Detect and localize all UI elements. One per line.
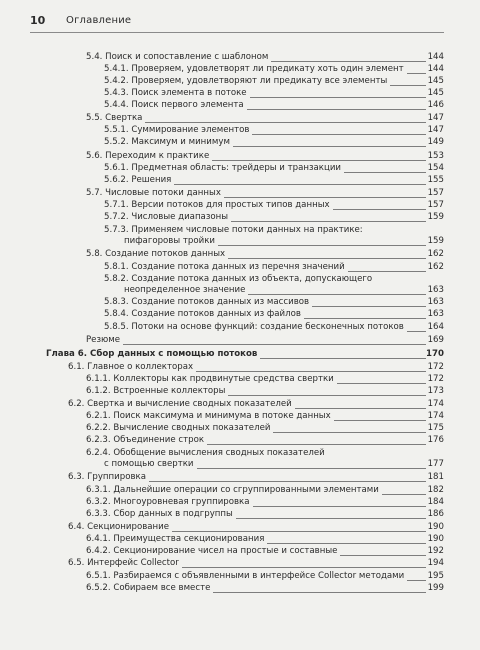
toc-entry: [86, 497, 444, 508]
leader-line: [196, 371, 426, 372]
toc-page-number: 173: [427, 386, 444, 396]
leader-line: [337, 383, 426, 384]
leader-line: [333, 209, 426, 210]
leader-line: [382, 494, 426, 495]
toc-page-number: 162: [427, 262, 444, 272]
toc-entry-label: 6.5.1. Разбираемся с объявленными в интерфейсе Collector методами: [86, 571, 405, 581]
toc-page-number: 146: [427, 100, 444, 110]
leader-line: [304, 318, 426, 319]
leader-line: [247, 109, 426, 110]
toc-entry: [104, 163, 444, 174]
toc-entry: [104, 200, 444, 211]
leader-line: [236, 518, 426, 519]
toc-entry: [104, 225, 444, 247]
leader-line: [174, 184, 426, 185]
toc-entry: [86, 435, 444, 446]
toc-entry: [104, 76, 444, 87]
toc-page-number: 192: [427, 546, 444, 556]
toc-entry: [104, 175, 444, 186]
leader-line: [224, 197, 426, 198]
toc-page-number: 145: [427, 76, 444, 86]
toc-entry: [86, 411, 444, 422]
toc-entry-label: 5.7.1. Версии потоков для простых типов данных: [104, 200, 330, 210]
toc-page-number: 182: [427, 485, 444, 495]
toc-page-number: 163: [427, 309, 444, 319]
toc-page-number: 186: [427, 509, 444, 519]
leader-line: [407, 73, 426, 74]
toc-entry: [104, 125, 444, 136]
leader-line: [348, 271, 426, 272]
toc-page-number: 154: [427, 163, 444, 173]
toc-entry-label: 5.8.1. Создание потока данных из перечня значений: [104, 262, 345, 272]
toc-entry-label-continued: с помощью свертки: [104, 459, 194, 469]
toc-entry: [68, 472, 444, 483]
leader-line: [250, 97, 426, 98]
toc-page-number: 162: [427, 249, 444, 259]
toc-entry-label: Резюме: [86, 335, 121, 345]
leader-line: [218, 245, 426, 246]
toc-entry: [86, 151, 444, 162]
leader-line: [233, 146, 426, 147]
toc-entry: [104, 212, 444, 223]
toc-entry-label: 6.3.2. Многоуровневая группировка: [86, 497, 250, 507]
leader-line: [260, 358, 426, 359]
toc-entry-label: 5.4.4. Поиск первого элемента: [104, 100, 244, 110]
leader-line: [271, 61, 426, 62]
leader-line: [231, 221, 426, 222]
toc-entry: [104, 297, 444, 308]
toc-page-number: 190: [427, 522, 444, 532]
toc-entry-label-continued: пифагоровы тройки: [124, 236, 215, 246]
toc-entry: [68, 558, 444, 569]
toc-entry: [104, 137, 444, 148]
leader-line: [213, 592, 426, 593]
toc-page-number: 172: [427, 362, 444, 372]
toc-entry-label: 6.2.3. Объединение строк: [86, 435, 205, 445]
leader-line: [267, 543, 426, 544]
toc-page-number: 159: [427, 236, 444, 246]
toc-entry-label: 5.4.2. Проверяем, удовлетворяют ли предикату все элементы: [104, 76, 388, 86]
leader-line: [312, 306, 426, 307]
toc-entry: [86, 113, 444, 124]
toc-page-number: 174: [427, 411, 444, 421]
toc-entry: [68, 362, 444, 373]
toc-entry-label: 5.4. Поиск и сопоставление с шаблоном: [86, 52, 269, 62]
toc-page-number: 175: [427, 423, 444, 433]
toc-entry: [86, 374, 444, 385]
toc-page-number: 199: [427, 583, 444, 593]
toc-entry-label: 5.6.2. Решения: [104, 175, 172, 185]
toc-entry: [104, 274, 444, 296]
toc-entry-label: 6.1. Главное о коллекторах: [68, 362, 194, 372]
leader-line: [123, 344, 426, 345]
toc-entry-label: 5.4.1. Проверяем, удовлетворят ли предикату хоть один элемент: [104, 64, 404, 74]
toc-page-number: 174: [427, 399, 444, 409]
toc-page-number: 153: [427, 151, 444, 161]
running-title: Оглавление: [66, 15, 132, 26]
toc-page-number: 164: [427, 322, 444, 332]
leader-line: [295, 408, 426, 409]
toc-page-number: 144: [427, 64, 444, 74]
toc-entry: [86, 386, 444, 397]
toc-entry-label: 6.3. Группировка: [68, 472, 146, 482]
toc-entry-label: 6.1.1. Коллекторы как продвинутые средства свертки: [86, 374, 334, 384]
toc-entry-label: 6.4. Секционирование: [68, 522, 170, 532]
toc-entry: [86, 534, 444, 545]
leader-line: [252, 134, 426, 135]
leader-line: [248, 294, 426, 295]
leader-line: [197, 468, 426, 469]
toc-entry-label: 6.4.1. Преимущества секционирования: [86, 534, 265, 544]
toc-page-number: 176: [427, 435, 444, 445]
toc-page-number: 163: [427, 297, 444, 307]
toc-entry-label: 6.2.2. Вычисление сводных показателей: [86, 423, 271, 433]
toc-entry: [104, 64, 444, 75]
toc-entry-label: 5.8. Создание потоков данных: [86, 249, 226, 259]
toc-entry: [46, 349, 444, 360]
toc-entry: [86, 485, 444, 496]
toc-entry: [86, 583, 444, 594]
leader-line: [207, 444, 426, 445]
toc-entry-label: 6.1.2. Встроенные коллекторы: [86, 386, 226, 396]
leader-line: [149, 481, 426, 482]
toc-entry: [68, 522, 444, 533]
leader-line: [212, 160, 426, 161]
toc-page-number: 155: [427, 175, 444, 185]
toc-entry-label-continued: неопределенное значение: [124, 285, 246, 295]
toc-page-number: 145: [427, 88, 444, 98]
toc-page-number: 157: [427, 200, 444, 210]
toc-entry-label: 5.6.1. Предметная область: трейдеры и транзакции: [104, 163, 342, 173]
toc-page-number: 181: [427, 472, 444, 482]
toc-page-number: 190: [427, 534, 444, 544]
toc-entry-label: 5.7.3. Применяем числовые потоки данных на практике:: [104, 225, 363, 235]
toc-page-number: 184: [427, 497, 444, 507]
leader-line: [407, 580, 426, 581]
toc-page-number: 157: [427, 188, 444, 198]
leader-line: [407, 331, 426, 332]
toc-entry: [104, 88, 444, 99]
toc-entry-label: 6.5. Интерфейс Collector: [68, 558, 179, 568]
leader-line: [172, 531, 426, 532]
leader-line: [344, 172, 426, 173]
toc-entry: [68, 399, 444, 410]
toc-page-number: 149: [427, 137, 444, 147]
toc-entry-label: 5.8.5. Потоки на основе функций: создание бесконечных потоков: [104, 322, 404, 332]
leader-line: [273, 432, 426, 433]
leader-line: [228, 258, 426, 259]
toc-entry-label: 5.7.2. Числовые диапазоны: [104, 212, 229, 222]
toc-page-number: 195: [427, 571, 444, 581]
leader-line: [334, 420, 426, 421]
toc-entry-label: 6.3.3. Сбор данных в подгруппы: [86, 509, 233, 519]
toc-entry-label: 6.2.4. Обобщение вычисления сводных показателей: [86, 448, 325, 458]
toc-entry-label: 6.4.2. Секционирование чисел на простые и составные: [86, 546, 338, 556]
toc-entry-label: 5.5.1. Суммирование элементов: [104, 125, 250, 135]
toc-page-number: 172: [427, 374, 444, 384]
toc-entry-label: Глава 6. Сбор данных с помощью потоков: [46, 349, 258, 359]
toc-entry-label: 5.5. Свертка: [86, 113, 143, 123]
toc-entry: [86, 423, 444, 434]
leader-line: [145, 122, 426, 123]
toc-page-number: 163: [427, 285, 444, 295]
toc-entry: [104, 309, 444, 320]
toc-entry-label: 5.4.3. Поиск элемента в потоке: [104, 88, 247, 98]
toc-entry: [86, 52, 444, 63]
toc-entry-label: 5.8.4. Создание потоков данных из файлов: [104, 309, 301, 319]
toc-entry-label: 5.8.2. Создание потока данных из объекта, допускающего: [104, 274, 373, 284]
toc-entry-label: 6.2. Свертка и вычисление сводных показателей: [68, 399, 292, 409]
toc-entry: [86, 546, 444, 557]
toc-entry-label: 6.5.2. Собираем все вместе: [86, 583, 211, 593]
leader-line: [340, 555, 426, 556]
toc-page-number: 159: [427, 212, 444, 222]
toc-entry: [104, 100, 444, 111]
toc-page-number: 144: [427, 52, 444, 62]
toc-entry-label: 5.6. Переходим к практике: [86, 151, 210, 161]
leader-line: [253, 506, 426, 507]
toc-page-number: 177: [427, 459, 444, 469]
toc-entry: [86, 448, 444, 470]
toc-entry: [86, 509, 444, 520]
toc-page-number: 170: [426, 349, 444, 359]
leader-line: [228, 395, 426, 396]
toc-page-number: 147: [427, 113, 444, 123]
toc-entry: [86, 188, 444, 199]
toc-entry-label: 5.5.2. Максимум и минимум: [104, 137, 230, 147]
toc-entry-label: 6.2.1. Поиск максимума и минимума в потоке данных: [86, 411, 331, 421]
toc-entry: [104, 322, 444, 333]
toc-entry: [86, 249, 444, 260]
page-number: 10: [30, 14, 46, 27]
toc-page-number: 147: [427, 125, 444, 135]
leader-line: [390, 85, 426, 86]
toc-entry: [86, 335, 444, 346]
leader-line: [182, 567, 426, 568]
toc-entry-label: 5.8.3. Создание потоков данных из массивов: [104, 297, 310, 307]
toc-entry-label: 6.3.1. Дальнейшие операции со сгруппированными элементами: [86, 485, 379, 495]
toc-page-number: 169: [427, 335, 444, 345]
toc-entry: [86, 571, 444, 582]
toc-entry: [104, 262, 444, 273]
toc-page-number: 194: [427, 558, 444, 568]
toc-entry-label: 5.7. Числовые потоки данных: [86, 188, 221, 198]
